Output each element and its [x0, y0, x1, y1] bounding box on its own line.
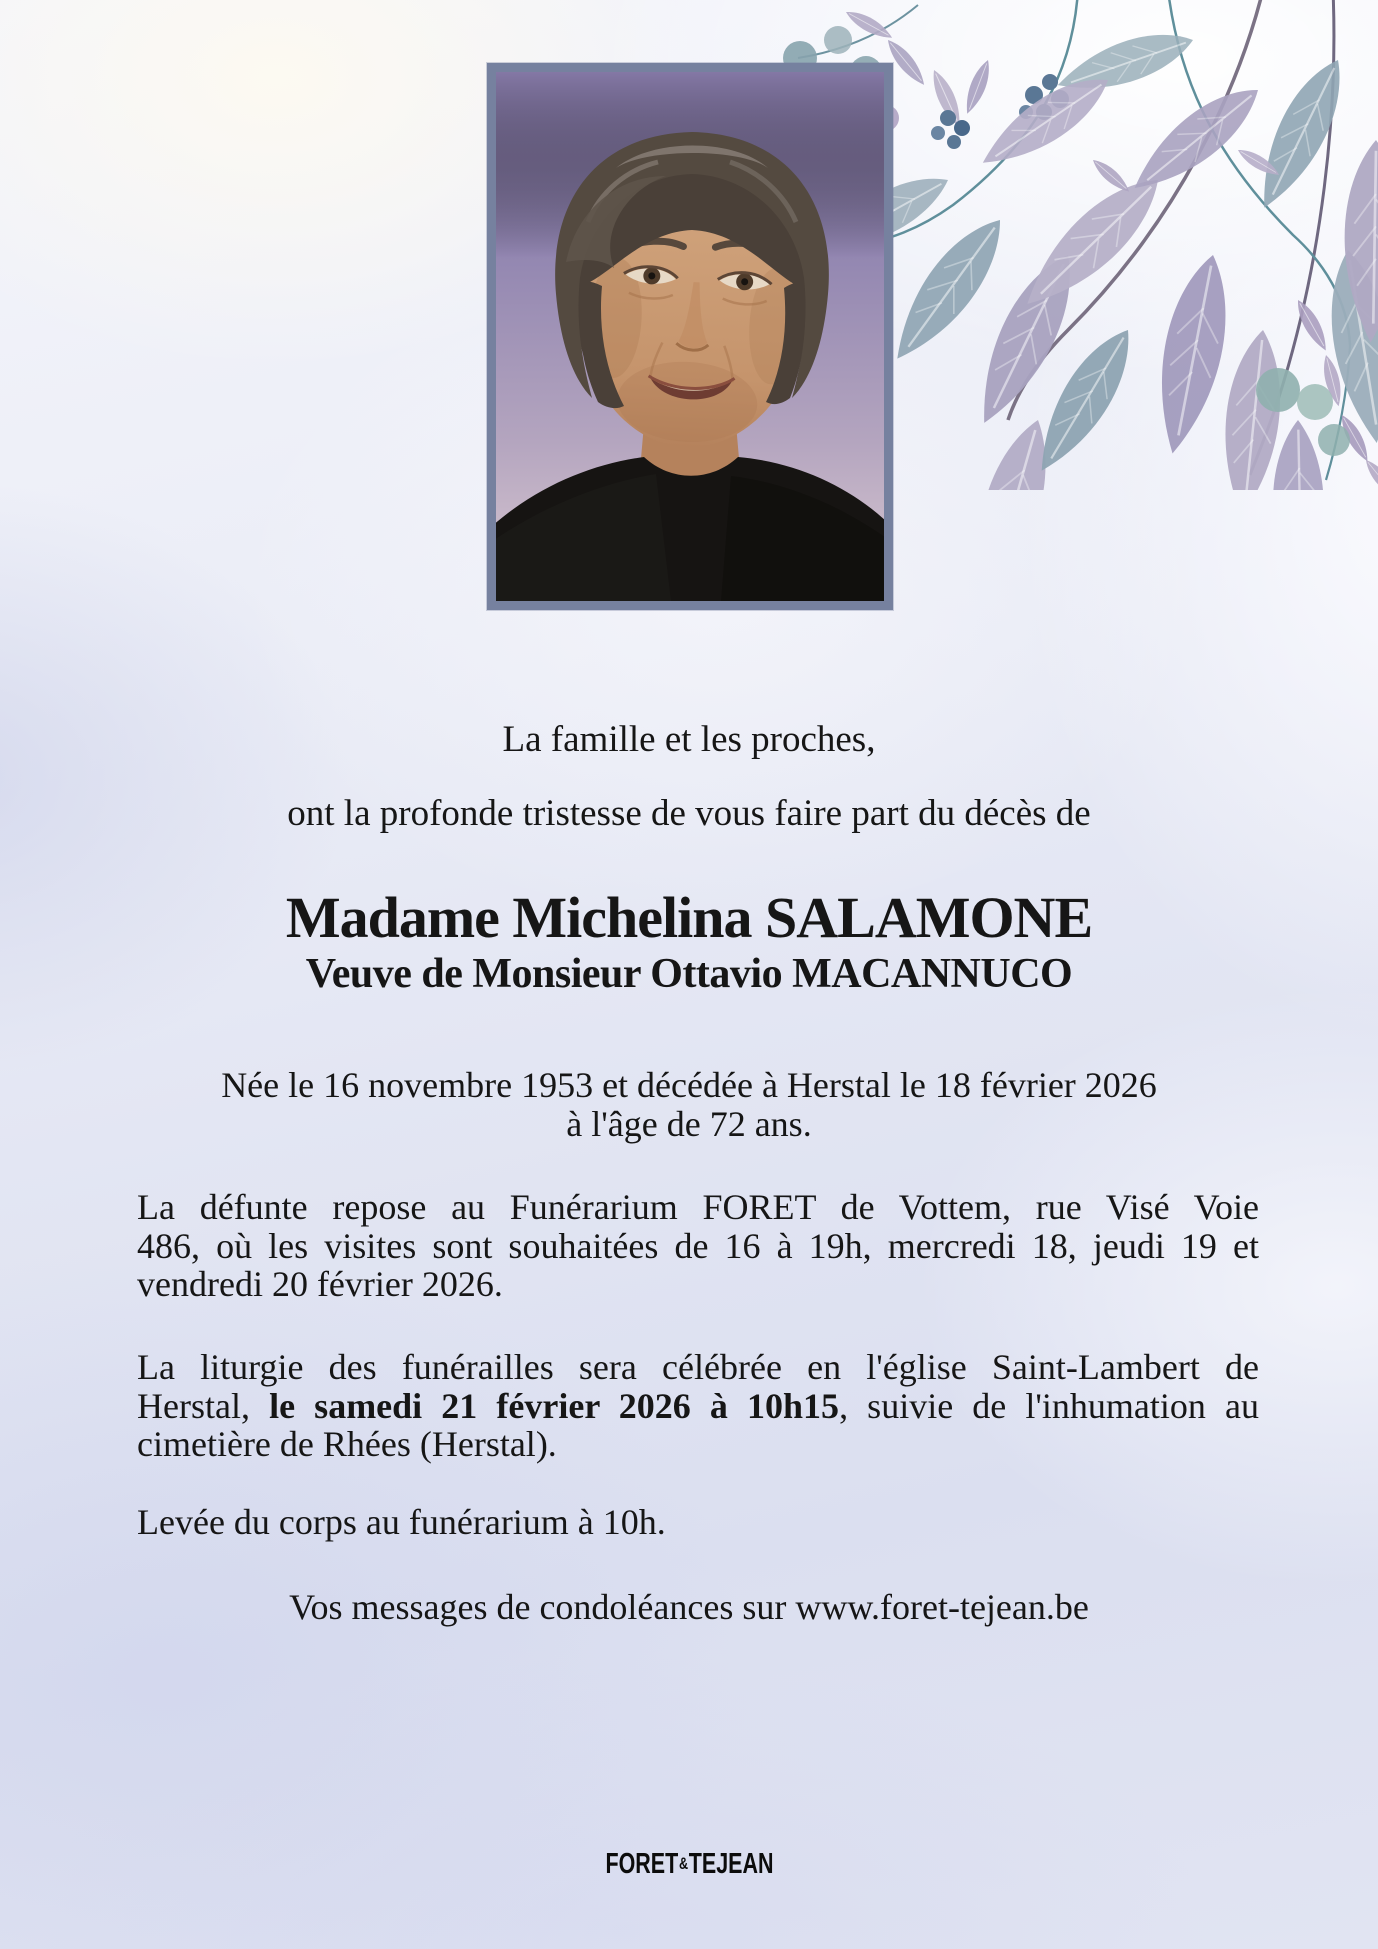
portrait-photo	[496, 72, 884, 601]
repose-line-2: 486, où les visites sont souhaitées de 16 à 19h, mercredi 18, jeudi 19 et	[137, 1225, 1259, 1266]
liturgy-paragraph	[137, 1348, 1259, 1464]
repose-line-3: vendredi 20 février 2026.	[137, 1264, 503, 1305]
deceased-name-heading: Madame Michelina SALAMONE	[285, 885, 1093, 950]
levee-line: Levée du corps au funérarium à 10h.	[137, 1502, 666, 1542]
repose-paragraph	[137, 1188, 1259, 1304]
liturgy-line-3: cimetière de Rhées (Herstal).	[137, 1424, 557, 1465]
logo-part-1: FORET	[605, 1848, 678, 1880]
intro-line-2: ont la profonde tristesse de vous faire part du décès de	[287, 793, 1091, 834]
liturgy-line-2	[137, 1387, 1259, 1426]
birth-death-line-2: à l'âge de 72 ans.	[566, 1104, 812, 1144]
logo-part-2: TEJEAN	[688, 1848, 773, 1880]
funeral-datetime: le samedi 21 février 2026 à 10h15	[269, 1385, 840, 1426]
portrait-photo-frame	[487, 63, 893, 610]
funeral-home-logo	[0, 1849, 1378, 1879]
condolences-line: Vos messages de condoléances sur www.foret-tejean.be	[289, 1587, 1089, 1627]
logo-ampersand: &	[678, 1854, 688, 1873]
liturgy-line-2-suffix: , suivie de l'inhumation au	[839, 1385, 1259, 1426]
liturgy-line-2-prefix: Herstal,	[137, 1385, 270, 1426]
liturgy-line-1: La liturgie des funérailles sera célébrée en l'église Saint-Lambert de	[137, 1347, 1259, 1387]
intro-line-1: La famille et les proches,	[502, 719, 876, 760]
repose-line-1: La défunte repose au Funérarium FORET de Vottem, rue Visé Voie	[137, 1187, 1259, 1227]
birth-death-line-1: Née le 16 novembre 1953 et décédée à Herstal le 18 février 2026	[221, 1065, 1157, 1105]
widow-subheading: Veuve de Monsieur Ottavio MACANNUCO	[305, 951, 1073, 997]
